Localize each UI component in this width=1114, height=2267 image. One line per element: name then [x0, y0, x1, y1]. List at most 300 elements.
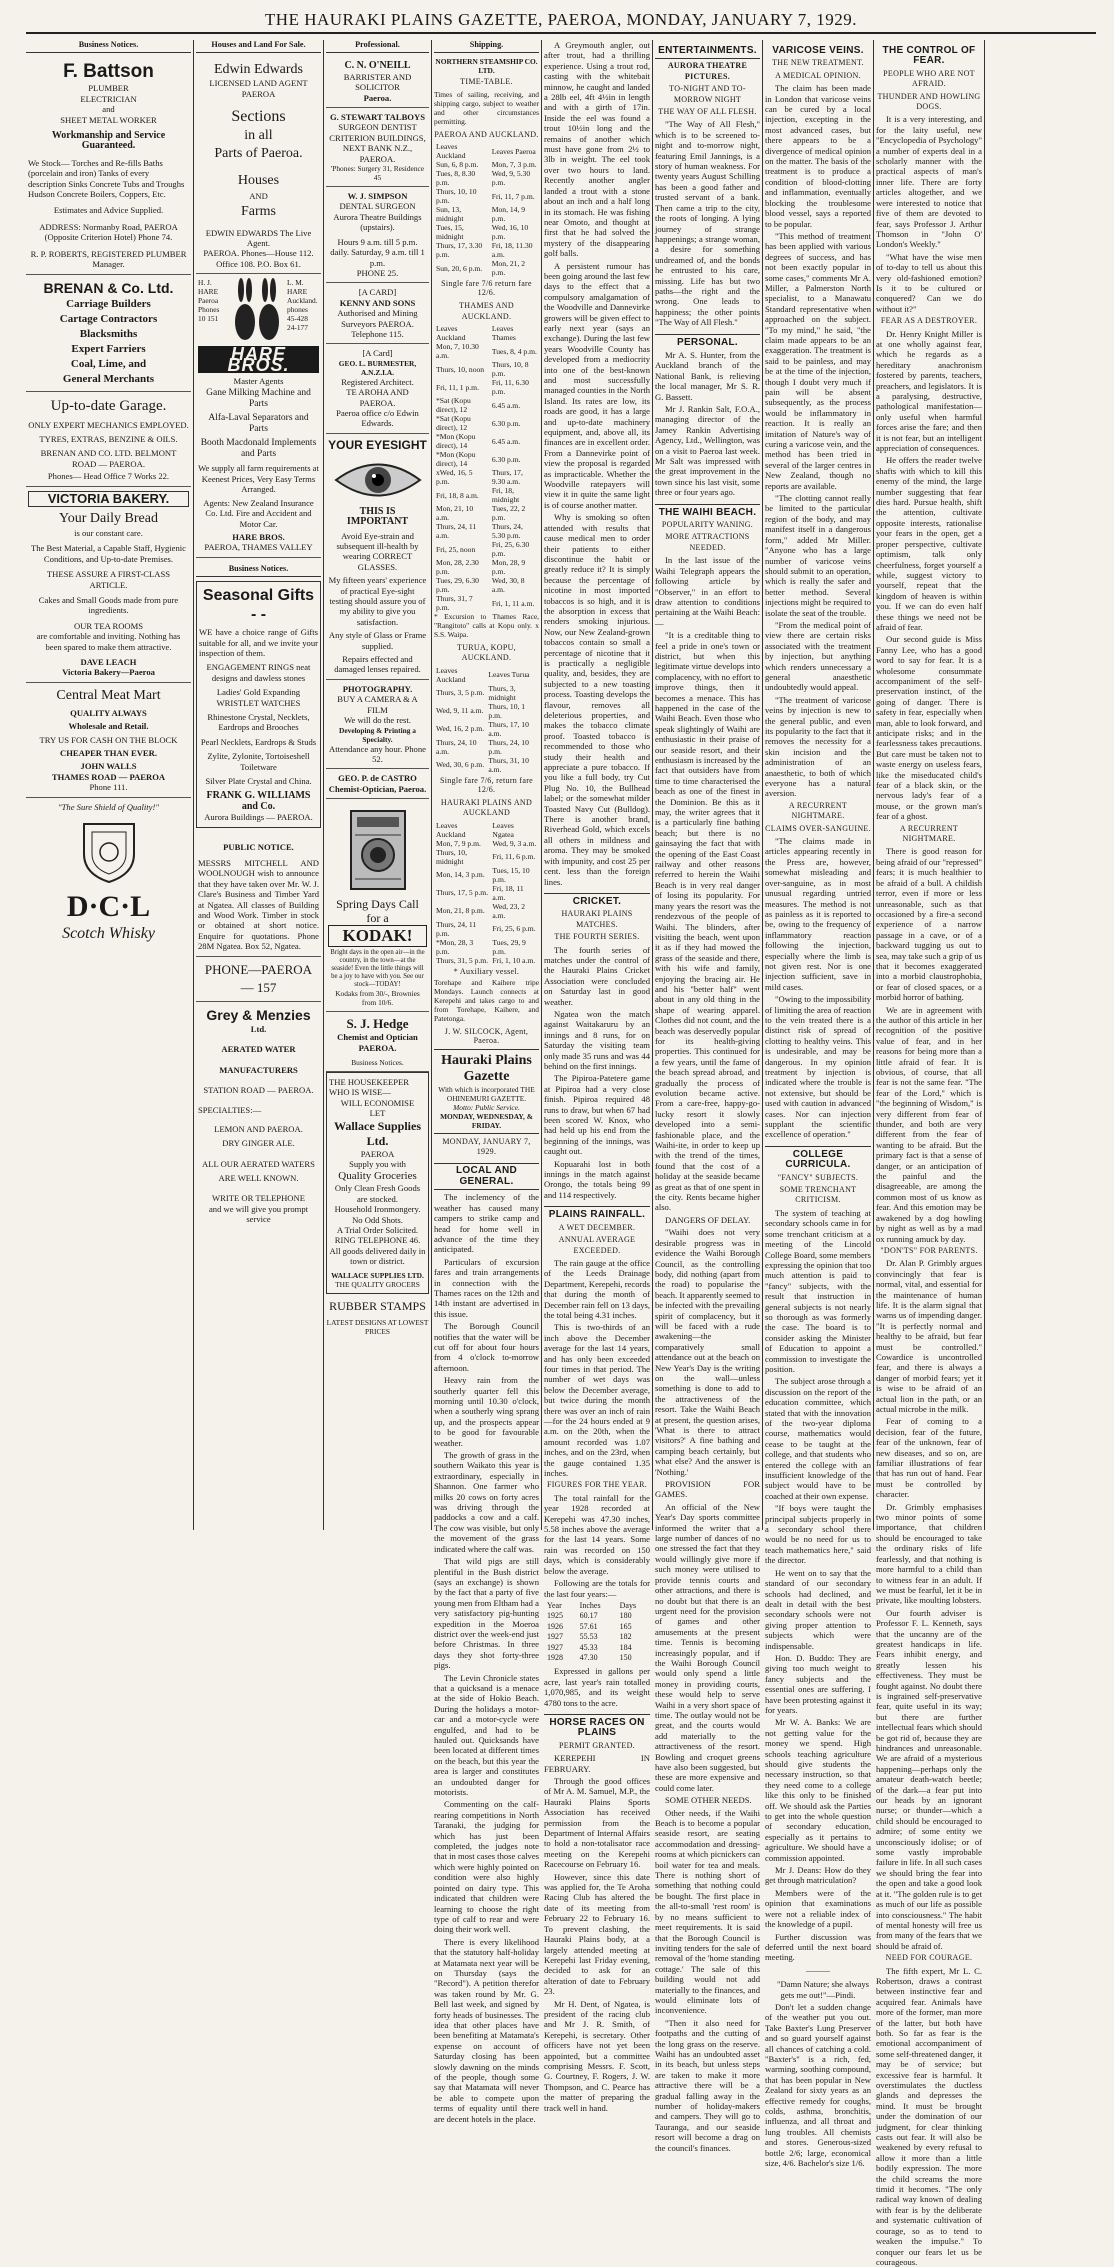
- table-cell: 1928: [547, 1652, 563, 1662]
- fear-thunder: THUNDER AND HOWLING DOGS.: [877, 91, 981, 112]
- hn-title: HAURAKI PLAINS AND AUCKLAND: [440, 797, 533, 818]
- bakery-best: The Best Material, a Capable Staff, Hygienic Conditions, and Up-to-date Premises.: [31, 543, 186, 564]
- garage-title: Up-to-date Garage.: [50, 397, 167, 414]
- column-rule: [193, 40, 194, 1530]
- gifts-intro: WE have a choice range of Gifts suitable for all, and we invite your inspection of them.: [199, 627, 318, 658]
- paragraph: Dr. Grimbly emphasises two minor points of some importance, that children should be encouraged to take the ordinary risks of life fearlessly, and that nothing is more harmful to a child than to witness fear in an adult. If we must be fearful, let it be in private, like moulting lobsters.: [876, 1501, 982, 1606]
- paragraph: "Then it also need for footpaths and the cutting of the long grass on the reserve. Waihi has an undoubted asset in its beach, but unless steps are taken to make it more attractive there will be a gradual falling away in the number of holiday-makers and campers. They will go to Tauranga, and our seaside resort will become a drag on the council's finances.: [655, 2017, 760, 2153]
- table-cell: Fri, 25, noon: [436, 544, 476, 554]
- table-cell: 55.53: [579, 1632, 598, 1642]
- agent: J. W. SILCOCK, Agent, Paeroa.: [444, 1026, 529, 1045]
- meat-try: TRY US FOR CASH ON THE BLOCK: [39, 734, 178, 745]
- table-row: [434, 839, 539, 848]
- hare-ad: [196, 274, 321, 557]
- simpson-name: W. J. SIMPSON: [347, 191, 408, 202]
- table-row: [434, 902, 539, 920]
- table-row: [434, 160, 539, 169]
- brenan-line: General Merchants: [62, 372, 155, 385]
- fear-body: [876, 114, 982, 314]
- table-row: [434, 594, 539, 612]
- paragraph: "This method of treatment has been applied with various degrees of success, and has not been exactly popular in some cases," comments Mr A. Miller, a Palmerston North specialist, to a Manawatu Standard representative when approached on the subject. "To my mind," he said, "the claim made appears to be an exaggeration. The treatment is said to be painless, and may be at the time of the injection, though I doubt very much if pain will be absent subsequently, as the process would be inflammatory in reaction. It is really an imitation of Nature's way of curing a varicose vein, and the method has been tried in several of the larger centres in New Zealand, though no reports are available.: [765, 230, 871, 491]
- paragraph: However, since this date was applied for, the Te Aroha Racing Club has altered the date of its meeting from February 22 to February 16. To prevent clashing, the Hauraki Plains body, at a largely attended meeting at Kerepehi last Friday evening, decided to ask for an alteration of date to February 23.: [544, 1871, 650, 1997]
- grey-give: and we will give you prompt service: [208, 1203, 309, 1225]
- table-cell: 182: [619, 1632, 632, 1642]
- college-title: COLLEGE CURRICULA.: [765, 1146, 871, 1171]
- table-cell: Year: [547, 1600, 562, 1610]
- oneill-town: Paeroa.: [363, 92, 392, 103]
- paragraph: Mr H. Dent, of Ngatea, is president of the racing club and Mr J. R. Smith, of Kerepehi, is secretary. Other officers have not yet been appointed, but a committee comprising Messrs. F. Scott, G. Courtney, F. Rogers, J. W. Thompson, and C. Pearce has the matter of preparing the track well in hand.: [544, 1998, 650, 2113]
- meat-phone: Phone 111.: [89, 782, 128, 793]
- table-cell: *Mon, 28, 3 p.m.: [436, 937, 474, 956]
- simpson-ad: [326, 187, 429, 283]
- castro-ad: [326, 769, 429, 799]
- gazette-days: MONDAY, WEDNESDAY, & FRIDAY.: [440, 1111, 533, 1130]
- rain-sub: A WET DECEMBER.: [558, 1222, 636, 1232]
- eyesight-line: Repairs effected and damaged lenses repaired.: [334, 654, 421, 675]
- wallace-line: Household Ironmongery.: [334, 1204, 421, 1215]
- paragraph: The fifth expert, Mr L. C. Robertson, draws a contrast between instinctive fear and acquired fear. Animals have more of the former, man more of the latter, but both have both. So far as fear is the emotional accompaniment of some self-threatened danger, it may be of service; but excessive fear is harmful. It overstimulates the ductless glands and depresses the mind. It must be brought under the domination of our judgment, for clear thinking casts out fear. It will also be weakened by every refusal to allow it more than a little bodily expression. The more the child screams the more timid it becomes. "The only radical way known of dealing with fear is by the deliberate and systematic cultivation of courage, so as to tend to weaken the impulse." To conquer our fears let us be courageous.: [876, 1965, 982, 2267]
- table-cell: Mon, 7, 9 p.m.: [436, 838, 481, 848]
- column-7: [765, 40, 871, 2169]
- horse-body: [544, 1753, 650, 2113]
- table-row: [434, 558, 539, 576]
- gifts-item: Zylite, Zylonite, Tortoiseshell Toiletware: [207, 751, 310, 772]
- brenan-line: Cartage Contractors: [59, 312, 158, 325]
- bakery-owner: DAVE LEACH: [80, 657, 137, 667]
- table-cell: Tues, 8, 8.30 p.m.: [436, 169, 476, 188]
- photo-title: PHOTOGRAPHY.: [342, 683, 413, 694]
- varicose-med: A MEDICAL OPINION.: [775, 70, 861, 80]
- table-cell: Leaves Turua: [488, 670, 530, 680]
- grey-dry: DRY GINGER ALE.: [222, 1138, 295, 1149]
- brenan-name: BRENAN & Co. Ltd.: [43, 279, 174, 296]
- paragraph: Mr W. A. Banks: We are not getting value for the money we spend. High schools teaching agriculture should give students the necessary instruction, so that they need come to a college like this only to be finished off. We should ask the Parties to get into the whole question of secondary education, especially as it pertains to agriculture. We should have a commission appointed.: [765, 1717, 871, 1863]
- table-cell: Leaves Auckland: [436, 665, 466, 684]
- table-cell: Fri, 11, 6.30 p.m.: [491, 378, 529, 397]
- eyesight-title: YOUR EYESIGHT: [328, 437, 427, 452]
- table-cell: Tues, 22, 2 p.m.: [491, 504, 526, 523]
- table-cell: Wed, 16, 2 p.m.: [436, 724, 485, 734]
- table-row: [544, 1632, 650, 1642]
- table-cell: Mon, 14, 3 p.m.: [436, 870, 485, 880]
- photo-line: BUY A CAMERA & A FILM: [337, 694, 418, 715]
- table-row: [434, 450, 539, 468]
- battson-line: and: [102, 104, 115, 115]
- table-cell: xWed, 16, 5 p.m.: [436, 468, 473, 487]
- oneill-ad: [326, 57, 429, 108]
- table-cell: 57.61: [579, 1621, 598, 1631]
- rain-body: [544, 1258, 650, 1479]
- table-cell: Leaves Paeroa: [491, 146, 536, 156]
- paragraph: Members were of the opinion that examinations were not a reliable index of the knowledge of a pupil.: [765, 1887, 871, 1930]
- paragraph: Hon. D. Buddo: They are giving too much weight to fancy subjects and the essential ones are suffering. I have been protesting against it for years.: [765, 1652, 871, 1715]
- figures-title: FIGURES FOR THE YEAR.: [546, 1480, 648, 1490]
- figures-para: The total rainfall for the year 1928 recorded at Kerepehi was 47.30 inches, 5.58 inches above the average for the last 14 years. Some rain was recorded on 150 days, which is considerably below the average.: [544, 1492, 650, 1576]
- grey-write: WRITE OR TELEPHONE: [212, 1193, 305, 1204]
- hare-ft2: PAEROA, THAMES VALLEY: [204, 542, 313, 553]
- burmester-sub: Registered Architect.: [341, 376, 414, 387]
- simpson-phone: PHONE 25.: [356, 267, 399, 278]
- table-cell: Leaves Auckland: [436, 142, 466, 161]
- timetable-title: TIME-TABLE.: [460, 77, 513, 87]
- paragraph: "It is a creditable thing to feel a pride in one's town or district, but when this legitimate virtue develops into complacency, with no effort to improve things, then it becomes a menace. This has happened in the case of the Waihi Beach. Even those who speak slightingly of Waihi are enthusiastic in their praise of our seaside resort, and their enthusiasm is increased by the fact that outsiders have from time to time characterised the beach as one of the finest in the Dominion. Be this as it may, the writer agrees that it is a particularly fine bathing beach; but there is no gainsaying the fact that with the opening of the East Coast railway and other reasons referred to herein the Waihi Beach is in very real danger of losing its popularity. For many years the resort was the rendezvous of the people of Waihi. The blinders, after visiting the beach, went upon it as if they had mowed the grass of the seaside and there, with his wife and family, enjoying the bracing air. He and his "better half" went about in any old thing in the shape of wearing apparel. Clothes did not count, and the beach was deservedly popular for its health-giving properties. This continued for a few years, until the fame of the beach spread abroad, and gradually the process of evolution became active. From a care-free, happy-go-lucky resort it slowly developed into a semi-fashionable place, and the Waihi-ite, in order to keep up with the trend of the times, found that the cost of a holiday at the seaside became as great as that of one spent in the city. Rents became higher also.: [655, 630, 761, 1213]
- table-cell: Wed, 30, 6 p.m.: [436, 760, 485, 770]
- talboys-sub: SURGEON DENTIST: [338, 122, 417, 133]
- column-5: [544, 40, 650, 2113]
- table-cell: Thurs, 24, 10 a.m.: [436, 737, 477, 756]
- varicose-night: A RECURRENT NIGHTMARE.: [788, 800, 848, 821]
- fear-body-2: [876, 329, 982, 822]
- paragraph: The subject arose through a discussion on the report of the education committee, which stated that with the innovation of the two-year diploma course, mathematics would cease to be taught at the college, and that students who entered the college with an insufficient knowledge of the subject would have to be coached at their own expense.: [765, 1376, 871, 1501]
- tk-title: TURUA, KOPU, AUCKLAND.: [457, 643, 516, 663]
- hare-line: We supply all farm requirements at Keenest Prices, Very Easy Terms Arranged.: [198, 463, 319, 495]
- photo-line: We will do the rest.: [344, 715, 411, 726]
- paragraph: Our second guide is Miss Fanny Lee, who has a good word to say for fear. It is a wholesome consummate accompaniment of the self-preservation instinct, of the going of danger. There is safety in fear, especially when man, able to look forward, and anticipate risks; and in the fearlessness takes precautions. But care must be taken not to waste energy on useless fears, like the miseducated child's fear of a black skin, or the nervous lady's fear of a mouse, or the grown man's fear of a ghost.: [876, 634, 982, 822]
- pa-title: PAEROA AND AUCKLAND.: [434, 129, 539, 139]
- edwards-phone: PAEROA. Phones—House 112. Office 108. P.O. Box 61.: [203, 248, 314, 269]
- column-rule: [541, 40, 542, 1530]
- gifts-item: Ladies' Gold Expanding WRISTLET WATCHES: [216, 687, 301, 708]
- paragraph: Fear of coming to a decision, fear of the future, fear of the unknown, fear of new diseases, and so on, are familiar illustrations of fear that has run out of hand. Fear must be controlled by character.: [876, 1416, 982, 1500]
- burmester-ad: [326, 344, 429, 433]
- gifts-title: Seasonal Gifts - -: [202, 587, 315, 624]
- personal-title: PERSONAL.: [655, 334, 760, 348]
- wallace-line: A Trial Order Solicited.: [336, 1225, 419, 1235]
- table-cell: Tues, 29, 9 p.m.: [492, 937, 526, 956]
- bakery-assure: THESE ASSURE A FIRST-CLASS ARTICLE.: [46, 569, 171, 590]
- eyesight-ad: [326, 434, 429, 680]
- fear-sub: PEOPLE WHO ARE NOT AFRAID.: [883, 68, 975, 89]
- waihi-title: THE WAIHI BEACH.: [655, 504, 760, 518]
- table-row: [434, 540, 539, 558]
- table-row: [434, 241, 539, 259]
- hare-logo: HARE BROS.: [198, 346, 319, 373]
- masthead: THE HAURAKI PLAINS GAZETTE, PAEROA, MONDAY, JANUARY 7, 1929.: [26, 8, 1096, 34]
- simpson-sub: DENTAL SURGEON: [339, 201, 416, 212]
- edwards-town: PAEROA: [241, 88, 276, 99]
- table-row: [434, 720, 539, 738]
- table-cell: Fri, 11, 1 p.m.: [436, 382, 479, 392]
- hn-table: [434, 821, 539, 965]
- hare-left: H. J. HARE Paeroa Phones 10 151: [198, 278, 220, 324]
- nature-quote: "Damn Nature; she always gets me out!"—Pindi.: [776, 1979, 870, 2000]
- table-cell: Mon, 28, 2.30 p.m.: [436, 558, 479, 577]
- phone-ad: PHONE—PAEROA — 157: [196, 957, 321, 1002]
- meat-ad: [26, 683, 191, 798]
- grey-all: ALL OUR AERATED WATERS: [202, 1158, 315, 1169]
- pa-fare: Single fare 7/6 return fare 12/6.: [441, 279, 532, 298]
- eyesight-imp: THIS IS IMPORTANT: [346, 505, 409, 528]
- grey-man: MANUFACTURERS: [219, 1064, 298, 1075]
- gifts-ad: [196, 581, 321, 828]
- local-general-body: [434, 1192, 539, 2124]
- table-cell: Thurs, 17, 10 a.m.: [488, 719, 529, 738]
- hedge-ad: [326, 1012, 429, 1072]
- table-cell: Leaves Auckland: [436, 324, 466, 343]
- gifts-item: Silver Plate Crystal and China.: [205, 776, 312, 786]
- wallace-line: Supply you with: [349, 1158, 406, 1169]
- gazette-date: MONDAY, JANUARY 7, 1929.: [442, 1136, 531, 1157]
- ent-body: [655, 119, 760, 327]
- grey-known: ARE WELL KNOWN.: [218, 1172, 299, 1183]
- paragraph: "The treatment of varicose veins by injection is new to the general public, and even its popularity to the fact that it removes the necessity for a skin incision and the administration of an anaesthetic, to both of which everyone has a natural aversion.: [765, 694, 871, 799]
- photo-line: Attendance any hour. Phone 52.: [329, 743, 426, 764]
- paragraph: The rain gauge at the office of the Leeds Drainage Department, Kerepehi, records that during the month of December rain fell on 13 days, the total being 4.31 inches.: [544, 1257, 650, 1320]
- tk-fare: Single fare 7/6, return fare 12/6.: [439, 775, 534, 794]
- paragraph: Through the good offices of Mr A. M. Samuel, M.P., the Hauraki Plains Sports Association has received permission from the Department of Internal Affairs to hold a non-totalisator race meeting on the Kerepehi Racecourse on February 16.: [544, 1776, 650, 1870]
- kodak-brand: KODAK!: [328, 925, 427, 947]
- table-cell: Thurs, 10, 8 p.m.: [491, 360, 529, 379]
- section-header: Business Notices.: [196, 564, 321, 577]
- table-header-row: [434, 142, 539, 160]
- edwards-houses: Houses: [237, 173, 280, 189]
- paragraph: The Pipiroa-Patetere game at Pipiroa had a very close finish. Pipiroa required 48 runs to draw, but when 67 had been scored W. Knox, who had held up his end from the beginning of the innings, was caught out.: [544, 1073, 650, 1157]
- hare-right: L. M. HARE Auckland. phones 45-428 24-177: [287, 278, 318, 333]
- brenan-line: Blacksmiths: [79, 327, 138, 340]
- table-cell: Thurs, 24, 11 a.m.: [436, 522, 477, 541]
- rabbit-icon: [229, 278, 285, 346]
- column-rule: [323, 40, 324, 1530]
- table-cell: Fri, 25, 6.30 p.m.: [491, 540, 530, 559]
- horse-permit: PERMIT GRANTED.: [559, 1740, 635, 1750]
- grey-lemon: LEMON AND PAEROA.: [214, 1123, 303, 1134]
- kodak-ad: [326, 799, 429, 1012]
- table-cell: *Sat (Kopu direct), 12: [436, 414, 471, 433]
- battson-tag: Workmanship and Service Guaranteed.: [51, 130, 166, 152]
- shield-icon: [74, 816, 144, 886]
- simpson-addr: Aurora Theatre Buildings (upstairs).: [333, 211, 422, 233]
- paragraph: Commenting on the calf-rearing competitions in North Taranaki, the judging for which has just been completed, the judges note that in most cases those calves which were highly pointed on condition were also highly pointed on dairy type. This indicated that children were learning to choose the right type of calf to rear and were doing their work well.: [434, 1799, 539, 1935]
- meat-owner: JOHN WALLS: [80, 761, 137, 772]
- bakery-comf: are comfortable and inviting. Nothing has been spared to make them attractive.: [36, 631, 181, 652]
- table-row: [544, 1622, 650, 1632]
- brenan-ad: [26, 275, 191, 392]
- table-cell: Wed, 9, 11 a.m.: [436, 706, 484, 716]
- edwards-ad: [196, 57, 321, 274]
- table-row: [434, 576, 539, 594]
- ta-note: * Excursion to Thames Race, "Rangitoto" calls at Kopu only. x S.S. Waipa.: [434, 612, 539, 640]
- bakery-title: VICTORIA BAKERY.: [28, 491, 189, 507]
- brenan-line: Expert Farriers: [71, 342, 146, 355]
- paragraph: PROVISION FOR GAMES.: [655, 1479, 760, 1500]
- table-cell: 184: [619, 1642, 632, 1652]
- kenny-name: KENNY AND SONS: [339, 297, 416, 308]
- table-cell: Sun, 20, 6 p.m.: [436, 263, 483, 273]
- table-cell: Thurs, 3, 5 p.m.: [436, 688, 485, 698]
- separator: ———: [806, 1965, 830, 1975]
- paragraph: Mr J. Rankin Salt, F.O.A., managing director of the Jamey Rankin Advertising Agency, Ltd., Wellington, was on a visit to Paeroa last week. Mr Salt was impressed with the great improvement in the town since his last visit, some three or four years ago.: [655, 404, 760, 498]
- table-cell: Fri, 18, 11.30 a.m.: [491, 241, 533, 260]
- table-cell: Fri, 11, 6 p.m.: [492, 852, 536, 862]
- hare-line: Gane Milking Machine and Parts: [206, 388, 311, 410]
- table-row: [434, 756, 539, 774]
- paragraph: Dr. Alan P. Grimbly argues convincingly that fear is normal, vital, and essential for the maintenance of human life. It is the alarm signal that warns us of impending danger. "It is perfectly normal and healthy to be afraid, but fear must be controlled." Cowardice is uncontrolled fear, and there is always a danger of morbid fears; yet it is wise to be afraid of an actual lion in the path, or an actual microbe in the milk.: [876, 1258, 982, 1414]
- paragraph: "Waihi does not very desirable progress was in evidence the Waihi Borough Council, as the controlling body, did nothing (apart from the road) to popularise the beach. It apparently seemed to be infected with the prevailing spirit of complacency, but it will be faced with a rude awakening—the comparatively small attendance out at the beach on New Year's Day is the writing on the wall—unless something is done to add to the attractiveness of the resort. Take the Waihi Beach at present, the question arises, 'What is there to attract visitors?' A fine bathing and camping beach certainly, but what else? And the answer is 'Nothing.': [655, 1227, 760, 1477]
- camera-icon: [343, 805, 413, 895]
- paragraph: A Greymouth angler, out after trout, had a thrilling experience. Using a trout rod, casting with the whitebait minnow, he caught and landed a 28lb eel, 4ft 4½in in length and with a girth of 17in. Inside the eel was found a trout 10½in long and the remains of another which must have gone from 2½ to 3lb in weight. The eel took over two hours to land. Recently another angler landed a trout with a stone about an inch and a half long in its stomach. He was fishing near Omoto, and thought at first that he had solved the mystery of the disappearing golf balls.: [544, 40, 650, 259]
- cricket-fourth: THE FOURTH SERIES.: [554, 932, 640, 942]
- table-cell: Sun, 13, midnight: [436, 205, 464, 224]
- edwards-agent: EDWIN EDWARDS The Live Agent.: [205, 227, 312, 249]
- wallace-town: PAEROA: [360, 1148, 395, 1159]
- hedge-bn: Business Notices.: [351, 1057, 404, 1067]
- rain-title: PLAINS RAINFALL.: [544, 1206, 650, 1220]
- paragraph: Particulars of excursion fares and train arrangements in connection with the Thames races on the 12th and 14th instant are advertised in this issue.: [434, 1256, 539, 1319]
- photo-ad: [326, 680, 429, 769]
- burmester-name: GEO. L. BURMESTER, A.N.Z.I.A.: [338, 358, 417, 377]
- column-8: [876, 40, 982, 2267]
- table-cell: Tues, 8, 4 p.m.: [491, 346, 537, 356]
- varicose-title: VARICOSE VEINS.: [772, 45, 864, 56]
- tk-table: [434, 666, 539, 774]
- table-cell: Fri, 1, 11 a.m.: [491, 598, 535, 608]
- varicose-body-2: [765, 836, 871, 1140]
- oneill-sub: BARRISTER AND SOLICITOR: [343, 71, 412, 93]
- table-cell: Mon, 28, 9 p.m.: [491, 558, 526, 577]
- paragraph: An official of the New Year's Day sports committee informed the writer that a large number of dances of no one stressed the fact that they would willingly give more if such money were utilised to provide tennis courts and other attractions, and there is no doubt but that there is an urgent need for the provision of games and other amusements at the present time. Tennis is becoming increasingly popular, and if the Waihi Borough Council would only spend a little money in providing courts, these would help to serve Waihi in a very short space of time. The outlay would not be great, and the courts would add materially to the attractiveness of the resort. Bowling and croquet greens have also been suggested, but these are more expensive and could come later.: [655, 1501, 760, 1793]
- fear-destroyer: FEAR AS A DESTROYER.: [880, 316, 978, 326]
- hare-agents: Master Agents: [233, 376, 284, 387]
- waihi-more: MORE ATTRACTIONS NEEDED.: [665, 532, 750, 552]
- ent-tonight: TO-NIGHT AND TO-MORROW NIGHT: [669, 84, 746, 104]
- paragraph: The growth of grass in the southern Waikato this year is extraordinary, especially in Shannon. One farmer who milks 20 cows on forty acres was driving through the paddocks a cow and a calf. The cow was visible, but only the movement of the grass indicated where the calf was.: [434, 1450, 539, 1554]
- wallace-f1: WALLACE SUPPLIES LTD.: [331, 1270, 424, 1280]
- paragraph: Mr J. Deans: How do they get through matriculation?: [765, 1865, 871, 1886]
- paragraph: There is every likelihood that the statutory half-holiday at Matamata next year will be on Thursday (says the "Record"). A petition therefor was taken round by Mr. G. Bell last week, and signed by forty heads of businesses. The idea that other places have been benefiting at Matamata's expense on account of Saturday closing has been slowly dawning on the minds of the people, though some say that Matamata will never be able to compete upon terms of equality until there are decent hotels in the place.: [434, 1936, 539, 2124]
- garage-line: TYRES, EXTRAS, BENZINE & OILS.: [39, 433, 178, 444]
- talboys-addr: CRITERION BUILDINGS, NEXT BANK N.Z., PAEROA.: [329, 132, 426, 164]
- paragraph: Dr. Henry Knight Miller is at one wholly against fear, which he regards as a hereditary anachronism fostered by parents, teachers, preachers, and legislators. It is a paralysing, destructive, pathological manifestation—only useful when harmful forces arise the fare; and then it is not fear, but an intelligent appreciation of consequences.: [876, 328, 982, 454]
- table-cell: Tues, 29, 6.30 p.m.: [436, 576, 479, 595]
- table-cell: 45.33: [579, 1642, 598, 1652]
- battson-name: F. Battson: [63, 61, 154, 83]
- ent-way: THE WAY OF ALL FLESH.: [658, 107, 757, 117]
- paragraph: "The clotting cannot really be limited to the particular region of the body, and may manifest itself in a dangerous form," added Mr Miller. "Anyone who has a large number of varicose veins should submit to an operation, which is really the safer and better method. Several injections might be required to isolate the seat of the trouble.: [765, 493, 871, 618]
- column-3: [326, 40, 429, 1530]
- brenan-line: Carriage Builders: [66, 297, 151, 310]
- table-cell: Wed, 9, 3 a.m.: [492, 838, 537, 848]
- wallace-qg: Quality Groceries: [338, 1170, 417, 1183]
- wallace-line: LET: [369, 1108, 386, 1119]
- garage-line: ONLY EXPERT MECHANICS EMPLOYED.: [28, 419, 189, 430]
- paragraph: SOME OTHER NEEDS.: [665, 1795, 752, 1806]
- table-cell: 60.17: [579, 1611, 598, 1621]
- paragraph: "What have the wise men of to-day to tell us about this very old-fashioned emotion? Is it to be cultured or conquered? Can we do without it?": [876, 251, 982, 314]
- hare-line: Agents: New Zealand Insurance Co. Ltd. Fire and Accident and Motor Car.: [203, 497, 314, 529]
- table-cell: 47.30: [579, 1652, 598, 1662]
- table-cell: Leaves Thames: [491, 324, 516, 343]
- table-cell: Tues, 15, midnight: [436, 223, 464, 242]
- public-notice: [196, 828, 321, 957]
- simpson-hours: Hours 9 a.m. till 5 p.m. daily. Saturday, 9 a.m. till 1 p.m.: [330, 236, 425, 268]
- table-cell: 1927: [547, 1642, 563, 1652]
- grey-station: STATION ROAD — PAEROA.: [203, 1084, 314, 1095]
- grey-ltd: Ltd.: [250, 1023, 267, 1034]
- timetable-note: Times of sailing, receiving, and shipping cargo, subject to weather and other circumstances permitting.: [434, 89, 539, 126]
- table-cell: Thurs, 10, midnight: [436, 847, 468, 866]
- battson-est: Estimates and Advice Supplied.: [53, 205, 164, 216]
- rubber-stamps: RUBBER STAMPS: [329, 1298, 426, 1313]
- paragraph: The system of teaching at secondary schools came in for some trenchant criticism at a meeting of the Lincold College Board, some members expressing the opinion that too much attention is paid to "fancy" subjects, with the result that instruction in general subjects is not nearly so thorough as was formerly the case. The board is to consider asking the Minister of Education to appoint a commission to investigate the position.: [765, 1207, 871, 1374]
- paragraph: He offers the reader twelve shafts with which to kill this enemy of the mind, the large number suggesting that fear dies hard. Pursue health, shift the attention, cultivate opposite interests, rationalise your fears in the open, get a proper perspective, cultivate optimism, talk only cheerfulness, forget yourself a while, suggest victory to yourself, repeat that the kingdom of heaven is within you. If we can do even half these things we need not be afraid of fear.: [876, 455, 982, 632]
- table-cell: Fri, 11, 7 p.m.: [491, 191, 535, 201]
- bakery-tearooms: OUR TEA ROOMS: [73, 620, 144, 631]
- wallace-name: Wallace Supplies Ltd.: [333, 1118, 422, 1148]
- table-cell: Thurs, 31, 5 p.m.: [436, 955, 489, 965]
- ta-table: [434, 324, 539, 612]
- table-cell: Thurs, 17, 3.30 p.m.: [436, 241, 483, 260]
- table-cell: Thurs, 31, 7 p.m.: [436, 594, 473, 613]
- castro-name: GEO. P. de CASTRO: [338, 773, 417, 784]
- paragraph: Why is smoking so often attended with results that cause medical men to order their patients to either discontinue the habit or greatly reduce it? It is simply because the percentage of nicotine in most imported tobaccos is so high, and it is the absorption in excess that renders smoking injurious. Now, our New Zealand-grown tobaccos contain so small a percentage of nicotine that it is practically a negligible quality, and, besides, they are subjected to a new toasting process. Toasting develops the flavour, removes all deleterious properties, and makes the tobacco climate proof. Toasted tobacco is recommended to those who study their health and appreciate a pure tobacco. If you like a full body, try Cut Plug No. 10, the Bullhead label; or the somewhat milder Toasted Navy Cut (Bulldog). There is another brand, Riverhead Gold, which excels all others in mildness and aroma. They may be smoked with impunity, and cost 25 per cent. less than the foreign lines.: [544, 512, 650, 887]
- wallace-ring: RING TELEPHONE 46.: [334, 1235, 421, 1246]
- table-row: [434, 884, 539, 902]
- edwards-parts: Parts of Paeroa.: [214, 146, 303, 162]
- table-row: [434, 169, 539, 187]
- wallace-line: No Odd Shots.: [352, 1214, 403, 1225]
- paragraph: The Borough Council notifies that the water will be cut off for about four hours from 4 o'clock to-morrow afternoon.: [434, 1321, 539, 1373]
- column-5-body: [544, 40, 650, 887]
- paragraph: "The claims made in articles appearing recently in the Press are, however, somewhat misleading and over-sanguine, as in most unusual regarding untried measures. The method is not as painless as it is reported to be, owing to the frequency of inflammatory reaction following the injection, especially where the limb is not given rest. Nor is one injection sufficient, save in mild cases.: [765, 836, 871, 992]
- table-cell: *Mon (Kopu direct), 14: [436, 450, 476, 469]
- table-row: [434, 738, 539, 756]
- paragraph: The fourth series of matches under the control of the Hauraki Plains Cricket Association were concluded on Saturday last in good weather.: [544, 944, 650, 1007]
- rain-table: [544, 1601, 650, 1663]
- gazette-inc: With which is incorporated THE OHINEMURI GAZETTE.: [438, 1084, 535, 1103]
- ta-title: THAMES AND AUCKLAND.: [459, 301, 514, 321]
- gifts-firm: FRANK G. WILLIAMS and Co.: [206, 790, 311, 812]
- table-row: [544, 1611, 650, 1621]
- cricket-title: CRICKET.: [544, 893, 650, 907]
- paragraph: A persistent rumour has been going around the last few days to the effect that a compulsory amalgamation of the Woodville and Dannevirke growers will be given effect to early next year (says an exchange). During the last few years Woodville County has developed from a mediocrity into one of the best-known and most successfully managed counties in the North Island. Its rates are low, its roads are good, it has a large and up-to-date machinery equipment, and, above all, its finances are in excellent order. From a Dannevirke point of view the proposal is regarded as impracticable. Whether the Woodville ratepayers will view it in quite the same light is of course another matter.: [544, 260, 650, 510]
- column-4: [434, 40, 539, 2124]
- rain-annual: ANNUAL AVERAGE EXCEEDED.: [558, 1235, 636, 1255]
- meat-wr: Wholesale and Retail.: [68, 721, 149, 732]
- talboys-phones: 'Phones: Surgery 31, Residence 45: [330, 164, 425, 183]
- rain-foot: Expressed in gallons per acre, last year's rain totalled 1,070,985, and its weight 4780 tons to the acre.: [544, 1666, 650, 1708]
- edwards-in: in all: [244, 128, 273, 144]
- table-cell: Fri, 18, 11 a.m.: [492, 883, 524, 902]
- table-row: [434, 938, 539, 956]
- table-cell: 1925: [547, 1611, 563, 1621]
- fear-courage: NEED FOR COURAGE.: [885, 1953, 973, 1963]
- paragraph: Further discussion was deferred until the next board meeting.: [765, 1931, 871, 1963]
- paragraph: The inclemency of the weather has caused many campers to strike camp and head for home well in advance of the time they anticipated.: [434, 1192, 539, 1255]
- varicose-body: [765, 83, 871, 799]
- table-row: [434, 396, 539, 414]
- table-cell: 150: [619, 1652, 632, 1662]
- paragraph: The claim has been made in London that varicose veins can be cured by a local injection, excepting in the most advanced cases, but there appears to be a divergence of medical opinion on the matter. The basis of the treatment is to produce a condition of blood-clotting and inflammation, eventually blocking the troublesome blood vessel, says a reported to be popular.: [765, 83, 871, 229]
- battson-address: ADDRESS: Normanby Road, PAEROA (Opposite Criterion Hotel) Phone 74.: [39, 221, 178, 243]
- kenny-sub: Authorised and Mining Surveyors PAEROA.: [337, 308, 418, 329]
- section-header: Shipping.: [434, 40, 539, 53]
- column-2: [196, 40, 321, 1530]
- table-header-row: [434, 821, 539, 839]
- paragraph: This is two-thirds of an inch above the December average for the last 14 years, and has only been exceeded four times in that period. The number of wet days was below the December average, but twice during the month there was over an inch of rain—for the 24 hours ended at 9 a.m. on the 20th, when the amount recorded was 1.07 inches, and on the 23rd, when the gauge contained 1.35 inches.: [544, 1322, 650, 1479]
- brenan-line: Coal, Lime, and: [70, 357, 147, 370]
- paragraph: Mr A. S. Hunter, from the Auckland branch of the National Bank, is relieving the local manager, Mr S. R. G. Bassett.: [655, 349, 760, 402]
- table-cell: 1927: [547, 1632, 563, 1642]
- edwards-name: Edwin Edwards: [213, 62, 304, 78]
- table-cell: Thurs, 17, 5 p.m.: [436, 888, 489, 898]
- oneill-name: C. N. O'NEILL: [344, 60, 411, 72]
- wallace-ad: [326, 1072, 429, 1294]
- table-cell: 6.45 a.m.: [491, 436, 521, 446]
- hn-note: * Auxiliary vessel.: [453, 966, 520, 976]
- gazette-motto: Motto: Public Service.: [453, 1102, 520, 1112]
- kenny-tel: Telephone 115.: [351, 328, 404, 339]
- gazette-logo: Hauraki Plains Gazette: [441, 1052, 532, 1084]
